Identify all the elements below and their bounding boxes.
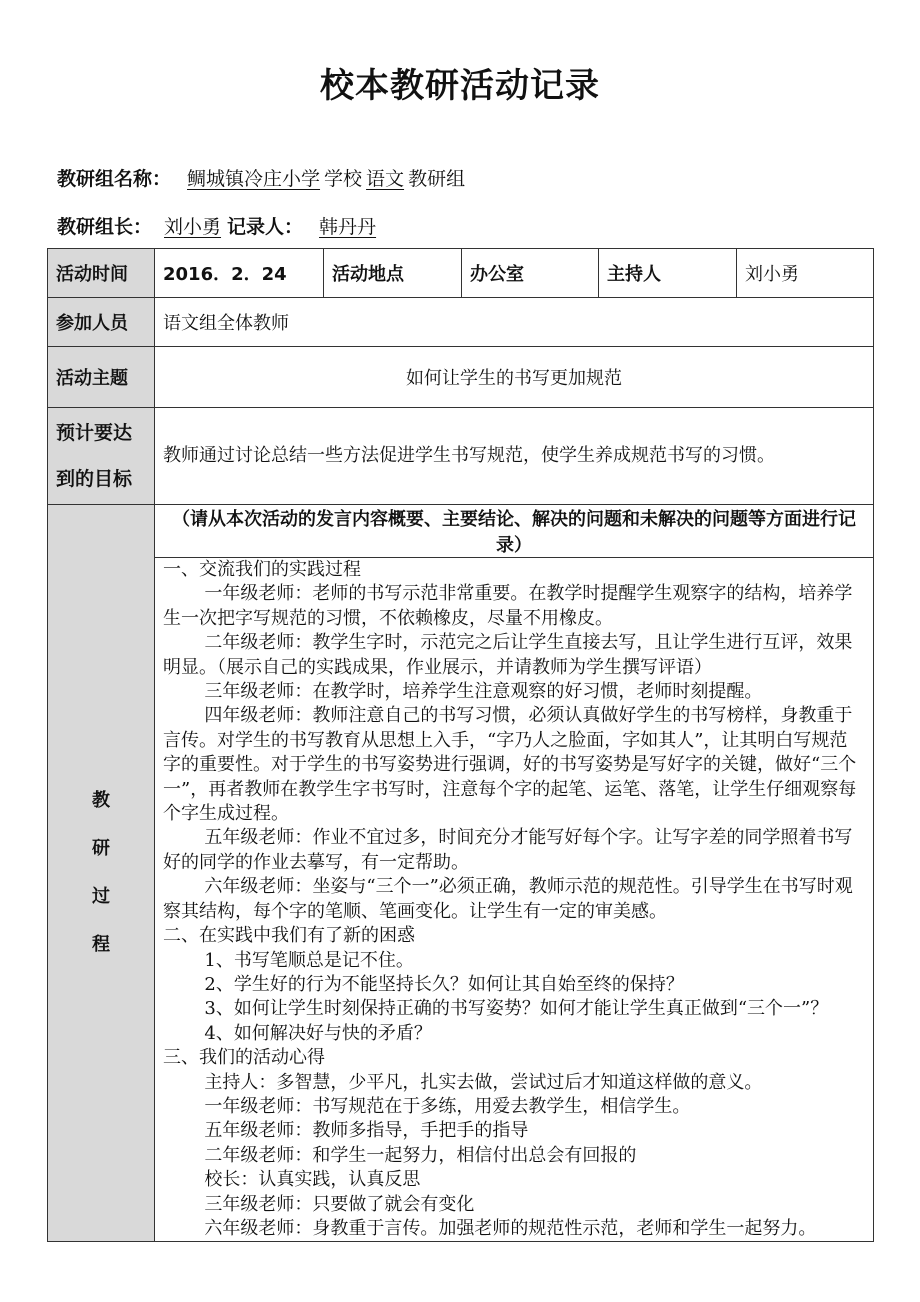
- recorder-name: 韩丹丹: [319, 216, 377, 238]
- recorder-label: 记录人：: [227, 216, 304, 238]
- goal-value: 教师通过讨论总结一些方法促进学生书写规范，使学生养成规范书写的习惯。: [155, 408, 874, 505]
- process-label: [48, 505, 155, 1242]
- goal-row: [48, 408, 874, 505]
- process-paragraph: 1、书写笔顺总是记不住。: [204, 949, 414, 971]
- process-label-char: 研: [92, 838, 110, 860]
- process-label-char: 程: [92, 934, 110, 956]
- process-paragraph: 二年级老师：和学生一起努力，相信付出总会有回报的: [204, 1144, 637, 1166]
- process-label-char: 教: [92, 790, 110, 812]
- participants-label: 参加人员: [48, 298, 155, 347]
- subject-name: 语文: [366, 168, 405, 190]
- theme-row: [48, 347, 874, 408]
- goal-label: [48, 408, 155, 505]
- host-value: 刘小勇: [737, 249, 874, 298]
- process-paragraph: 五年级老师：作业不宜过多，时间充分才能写好每个字。让写字差的同学照着书写好的同学的作业去摹写，有一定帮助。: [163, 827, 853, 873]
- process-section-heading: 二、在实践中我们有了新的困惑: [163, 925, 415, 947]
- place-value: 办公室: [462, 249, 599, 298]
- group-name-label: 教研组名称：: [57, 168, 172, 190]
- time-label: 活动时间: [48, 249, 155, 298]
- time-row: [48, 249, 874, 298]
- process-note: （请从本次活动的发言内容概要、主要结论、解决的问题和未解决的问题等方面进行记录）: [155, 505, 874, 558]
- process-body-row: [48, 558, 874, 1242]
- group-suffix: 教研组: [408, 168, 466, 190]
- process-note-row: [48, 505, 874, 558]
- process-label-char: 过: [92, 886, 110, 908]
- participants-row: [48, 298, 874, 347]
- process-paragraph: 一年级老师：老师的书写示范非常重要。在教学时提醒学生观察字的结构，培养学生一次把字写规范的习惯，不依赖橡皮，尽量不用橡皮。: [163, 583, 853, 629]
- leader-info-line: [57, 212, 386, 239]
- process-paragraph: 四年级老师：教师注意自己的书写习惯，必须认真做好学生的书写榜样，身教重于言传。对学生的书写教育从思想上入手，“字乃人之脸面，字如其人”，让其明白写规范字的重要性。对于学生的书写姿势进行强调，好的书写姿势是写好字的关键，做好“三个一”，再者教师在教学生字书写时，注意每个字的起笔、运笔、落笔，让学生仔细观察每个字生成过程。: [163, 705, 857, 825]
- process-paragraph: 3、如何让学生时刻保持正确的书写姿势？如何才能让学生真正做到“三个一”？: [204, 998, 829, 1020]
- process-paragraph: 二年级老师：教学生字时，示范完之后让学生直接去写，且让学生进行互评，效果明显。（展示自己的实践成果，作业展示，并请教师为学生撰写评语）: [163, 632, 853, 678]
- goal-label-line-1: 预计要达: [56, 422, 133, 444]
- theme-label: 活动主题: [48, 347, 155, 408]
- school-name: 鲷城镇冷庄小学: [187, 168, 321, 190]
- record-table: [47, 248, 874, 1242]
- goal-label-line-2: 到的目标: [56, 468, 133, 490]
- theme-value: 如何让学生的书写更加规范: [155, 347, 874, 408]
- time-value: 2016．2．24: [155, 249, 324, 298]
- process-paragraph: 4、如何解决好与快的矛盾？: [204, 1022, 432, 1044]
- page-title: 校本教研活动记录: [320, 66, 600, 106]
- school-suffix: 学校: [324, 168, 363, 190]
- leader-label: 教研组长：: [57, 216, 153, 238]
- place-label: 活动地点: [324, 249, 462, 298]
- process-paragraph: 六年级老师：坐姿与“三个一”必须正确，教师示范的规范性。引导学生在书写时观察其结构，每个字的笔顺、笔画变化。让学生有一定的审美感。: [163, 876, 853, 922]
- leader-name: 刘小勇: [164, 216, 222, 238]
- process-paragraph: 2、学生好的行为不能坚持长久？如何让其自始至终的保持？: [204, 973, 684, 995]
- process-body: [155, 558, 874, 1242]
- process-paragraph: 主持人：多智慧，少平凡，扎实去做，尝试过后才知道这样做的意义。: [204, 1071, 763, 1093]
- host-label: 主持人: [599, 249, 737, 298]
- process-section-heading: 一、交流我们的实践过程: [163, 559, 361, 580]
- process-paragraph: 三年级老师：在教学时，培养学生注意观察的好习惯，老师时刻提醒。: [204, 681, 763, 703]
- process-paragraph: 一年级老师：书写规范在于多练，用爱去教学生，相信学生。: [204, 1095, 691, 1117]
- group-info-line: [57, 164, 465, 191]
- process-paragraph: 校长：认真实践，认真反思: [204, 1169, 421, 1191]
- process-section-heading: 三、我们的活动心得: [163, 1047, 325, 1069]
- process-paragraph: 六年级老师：身教重于言传。加强老师的规范性示范，老师和学生一起努力。: [204, 1217, 817, 1239]
- participants-value: 语文组全体教师: [155, 298, 874, 347]
- process-paragraph: 三年级老师：只要做了就会有变化: [204, 1193, 475, 1215]
- process-paragraph: 五年级老师：教师多指导，手把手的指导: [204, 1120, 529, 1142]
